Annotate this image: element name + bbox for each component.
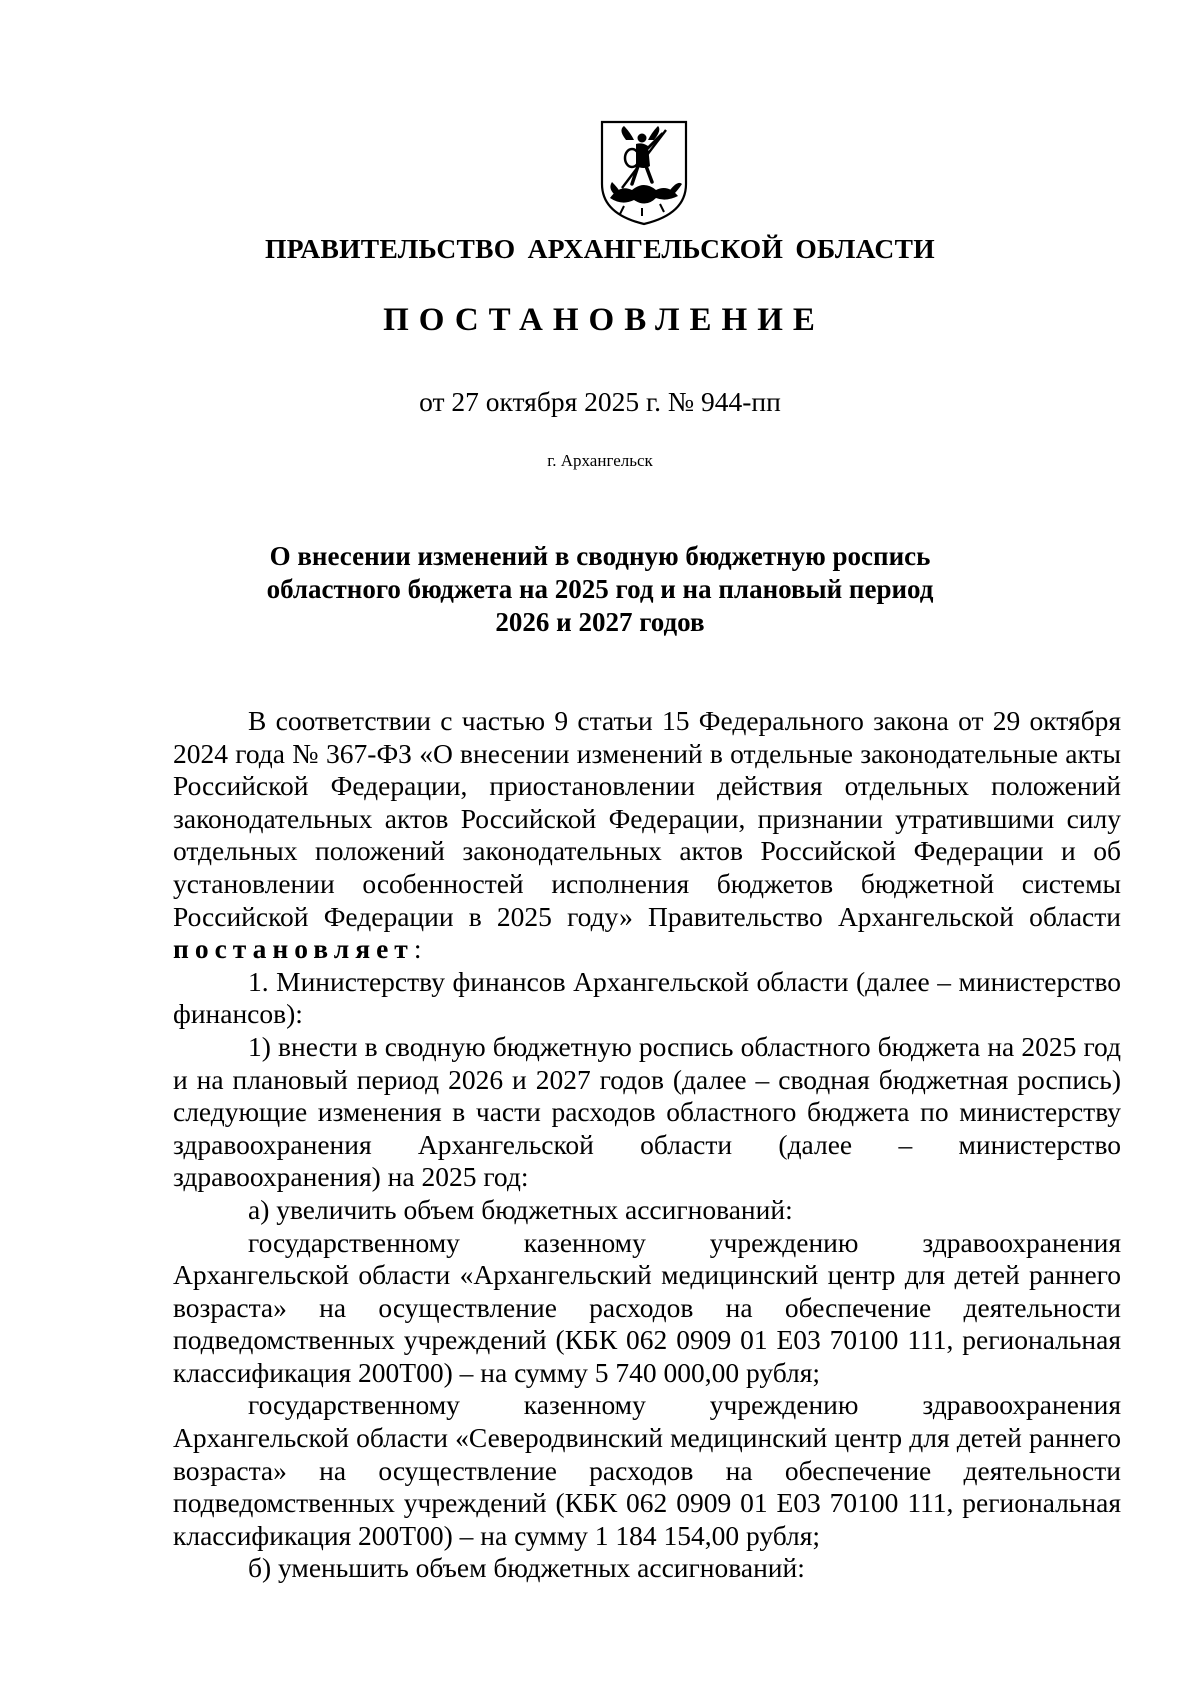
document-city: г. Архангельск	[547, 451, 653, 470]
coat-of-arms-icon	[596, 118, 692, 226]
document-title	[0, 540, 1200, 639]
document-type: ПОСТАНОВЛЕНИЕ	[383, 302, 825, 338]
resolves-word: постановляет	[173, 933, 414, 965]
body-paragraph: государственному казенному учреждению здравоохранения Архангельской области «Северодвинский медицинский центр для детей раннего возраста» на осуществление расходов на обеспечение деятельности подведомственных учреждений (КБК 062 0909 01 Е03 70100 111, региональная классификация 200Т00) – на сумму 1 184 154,00 рубля;	[173, 1389, 1121, 1551]
document-body	[173, 705, 1121, 1585]
body-paragraph: а) увеличить объем бюджетных ассигнований:	[248, 1193, 793, 1225]
document-title-line: 2026 и 2027 годов	[495, 607, 705, 637]
preamble-paragraph	[173, 705, 1121, 966]
resolves-tail: :	[413, 933, 422, 965]
government-name: ПРАВИТЕЛЬСТВО АРХАНГЕЛЬСКОЙ ОБЛАСТИ	[265, 233, 935, 264]
document-title-line: областного бюджета на 2025 год и на плановый период	[266, 574, 934, 604]
body-paragraph: государственному казенному учреждению здравоохранения Архангельской области «Архангельский медицинский центр для детей раннего возраста» на осуществление расходов на обеспечение деятельности подведомственных учреждений (КБК 062 0909 01 Е03 70100 111, региональная классификация 200Т00) – на сумму 5 740 000,00 рубля;	[173, 1226, 1121, 1388]
preamble-text: В соответствии с частью 9 статьи 15 Федерального закона от 29 октября 2024 года № 367-ФЗ «О внесении изменений в отдельные законодательные акты Российской Федерации, приостановлении действия отдельных положений законодательных актов Российской Федерации, признании утратившими силу отдельных положений законодательных актов Российской Федерации и об установлении особенностей исполнения бюджетов бюджетной системы Российской Федерации в 2025 году» Правительство Архангельской области	[173, 705, 1121, 932]
coat-of-arms-emblem	[596, 118, 692, 226]
document-date-number: от 27 октября 2025 г. № 944-пп	[419, 386, 781, 417]
document-title-line: О внесении изменений в сводную бюджетную роспись	[269, 541, 931, 571]
body-paragraph: б) уменьшить объем бюджетных ассигнований:	[248, 1552, 805, 1584]
body-paragraph: 1) внести в сводную бюджетную роспись областного бюджета на 2025 год и на плановый период 2026 и 2027 годов (далее – сводная бюджетная роспись) следующие изменения в части расходов областного бюджета по министерству здравоохранения Архангельской области (далее – министерство здравоохранения) на 2025 год:	[173, 1030, 1121, 1193]
body-paragraph: 1. Министерству финансов Архангельской области (далее – министерство финансов):	[173, 965, 1121, 1030]
